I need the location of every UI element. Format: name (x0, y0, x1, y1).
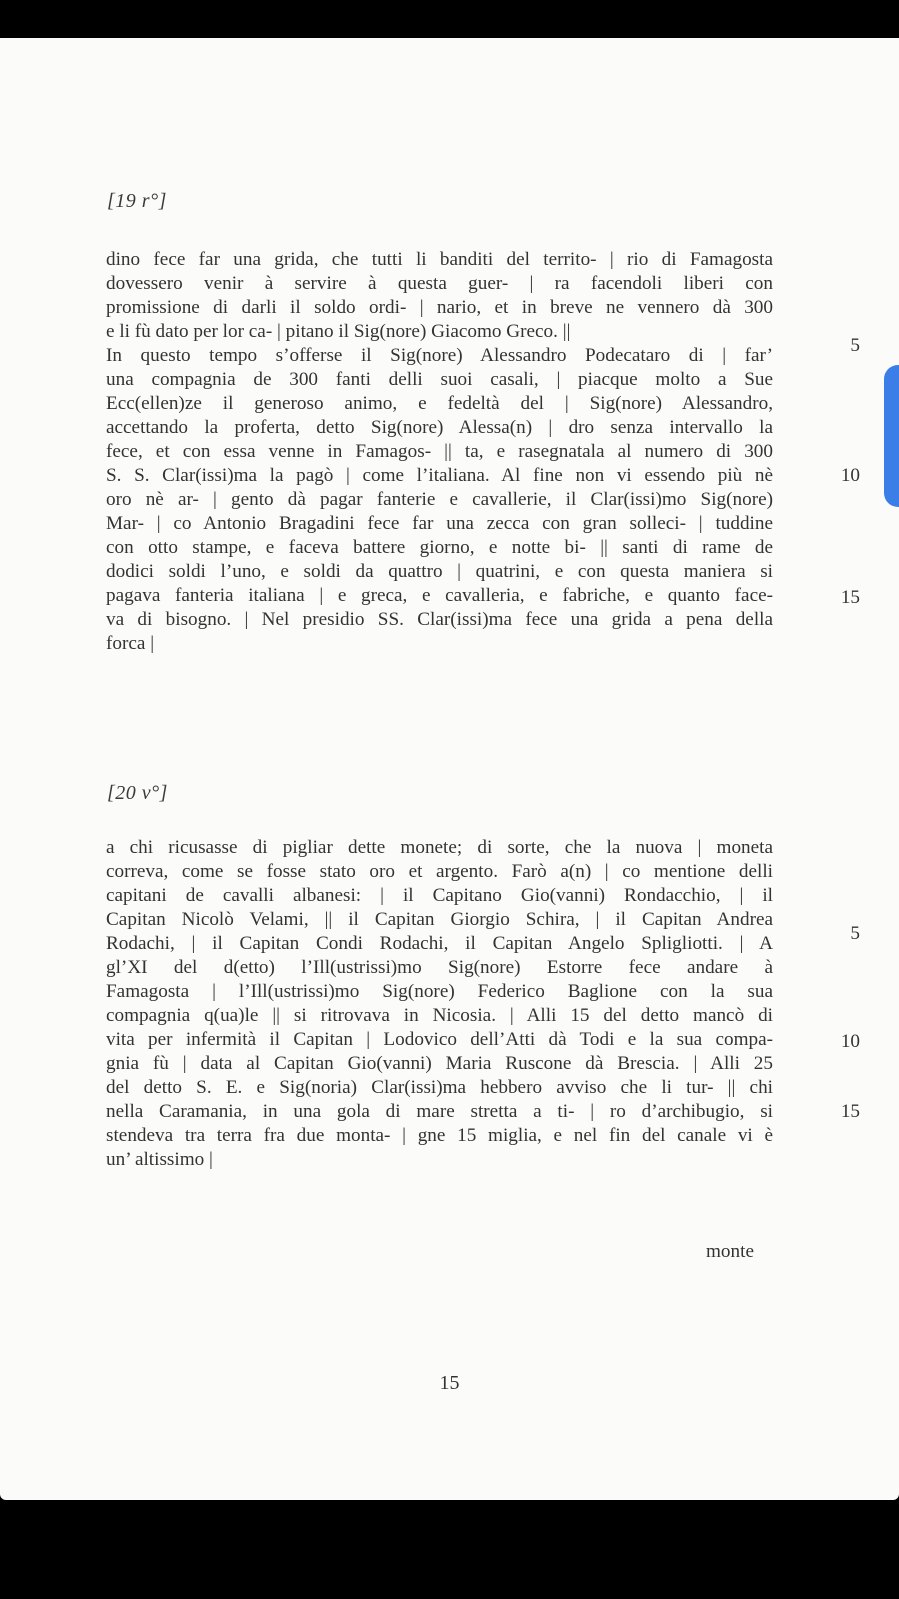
line-number: 10 (840, 465, 860, 486)
line-number: 15 (840, 1101, 860, 1122)
line-number: 10 (840, 1031, 860, 1052)
text-line: dino fece far una grida, che tutti li banditi del territo- | rio di Famagosta (106, 249, 773, 270)
line-number: 5 (850, 923, 860, 944)
text-line: del detto S. E. e Sig(noria) Clar(issi)ma hebbero avviso che li tur- || chi (106, 1077, 773, 1098)
line-number: 5 (850, 335, 860, 356)
scroll-indicator[interactable] (884, 365, 899, 507)
text-line: va di bisogno. | Nel presidio SS. Clar(issi)ma fece una grida a pena della (106, 609, 773, 630)
text-line: forca | (106, 633, 155, 654)
folio-heading-20v: [20 v°] (107, 782, 168, 804)
text-line: con otto stampe, e faceva battere giorno, e notte bi- || santi di rame de (106, 537, 773, 558)
page-number: 15 (439, 1372, 460, 1394)
text-line: una compagnia de 300 fanti delli suoi casali, | piacque molto a Sue (106, 369, 773, 390)
text-line: vita per infermità il Capitan | Lodovico dell’Atti dà Todi e la sua compa- (106, 1029, 773, 1050)
text-line: Ecc(ellen)ze il generoso animo, e fedeltà del | Sig(nore) Alessandro, (106, 393, 773, 414)
text-line: pagava fanteria italiana | e greca, e cavalleria, e fabriche, e quanto face- (106, 585, 773, 606)
text-line: promissione di darli il soldo ordi- | nario, et in breve ne vennero dà 300 (106, 297, 773, 318)
text-line: a chi ricusasse di pigliar dette monete; di sorte, che la nuova | moneta (106, 837, 773, 858)
line-number: 15 (840, 587, 860, 608)
text-line: dovessero venir à servire à questa guer- | ra facendoli liberi con (106, 273, 773, 294)
text-line: S. S. Clar(issi)ma la pagò | come l’italiana. Al fine non vi essendo più nè (106, 465, 773, 486)
text-line: accettando la proferta, detto Sig(nore) Alessa(n) | dro senza intervallo la (106, 417, 773, 438)
text-line: Famagosta | l’Ill(ustrissi)mo Sig(nore) Federico Baglione con la sua (106, 981, 773, 1002)
text-line: gnia fù | data al Capitan Gio(vanni) Maria Ruscone dà Brescia. | Alli 25 (106, 1053, 773, 1074)
text-line: correva, come se fosse stato oro et argento. Farò a(n) | co mentione delli (106, 861, 773, 882)
text-line: nella Caramania, in una gola di mare stretta a ti- | ro d’archibugio, si (106, 1101, 773, 1122)
top-black-bar (0, 0, 899, 38)
text-line: capitani de cavalli albanesi: | il Capitano Gio(vanni) Rondacchio, | il (106, 885, 773, 906)
catchword: monte (706, 1241, 754, 1262)
text-line: compagnia q(ua)le || si ritrovava in Nicosia. | Alli 15 del detto mancò di (106, 1005, 773, 1026)
text-line: Capitan Nicolò Velami, || il Capitan Giorgio Schira, | il Capitan Andrea (106, 909, 773, 930)
text-line: oro nè ar- | gento dà pagar fanterie e cavallerie, il Clar(issi)mo Sig(nore) (106, 489, 773, 510)
text-line: Mar- | co Antonio Bragadini fece far una zecca con gran solleci- | tuddine (106, 513, 773, 534)
text-line: fece, et con essa venne in Famagos- || ta, e rasegnatala al numero di 300 (106, 441, 773, 462)
text-line: gl’XI del d(etto) l’Ill(ustrissi)mo Sig(nore) Estorre fece andare à (106, 957, 773, 978)
folio-heading-19r: [19 r°] (107, 190, 167, 212)
bottom-black-bar (0, 1500, 899, 1599)
text-line: dodici soldi l’uno, e soldi da quattro | quatrini, e con questa maniera si (106, 561, 773, 582)
text-line: In questo tempo s’offerse il Sig(nore) Alessandro Podecataro di | far’ (106, 345, 773, 366)
text-line: stendeva tra terra fra due monta- | gne 15 miglia, e nel fin del canale vi è (106, 1125, 773, 1146)
text-line: e li fù dato per lor ca- | pitano il Sig(nore) Giacomo Greco. || (106, 321, 571, 342)
text-line: Rodachi, | il Capitan Condi Rodachi, il Capitan Angelo Spligliotti. | A (106, 933, 773, 954)
text-line: un’ altissimo | (106, 1149, 213, 1170)
